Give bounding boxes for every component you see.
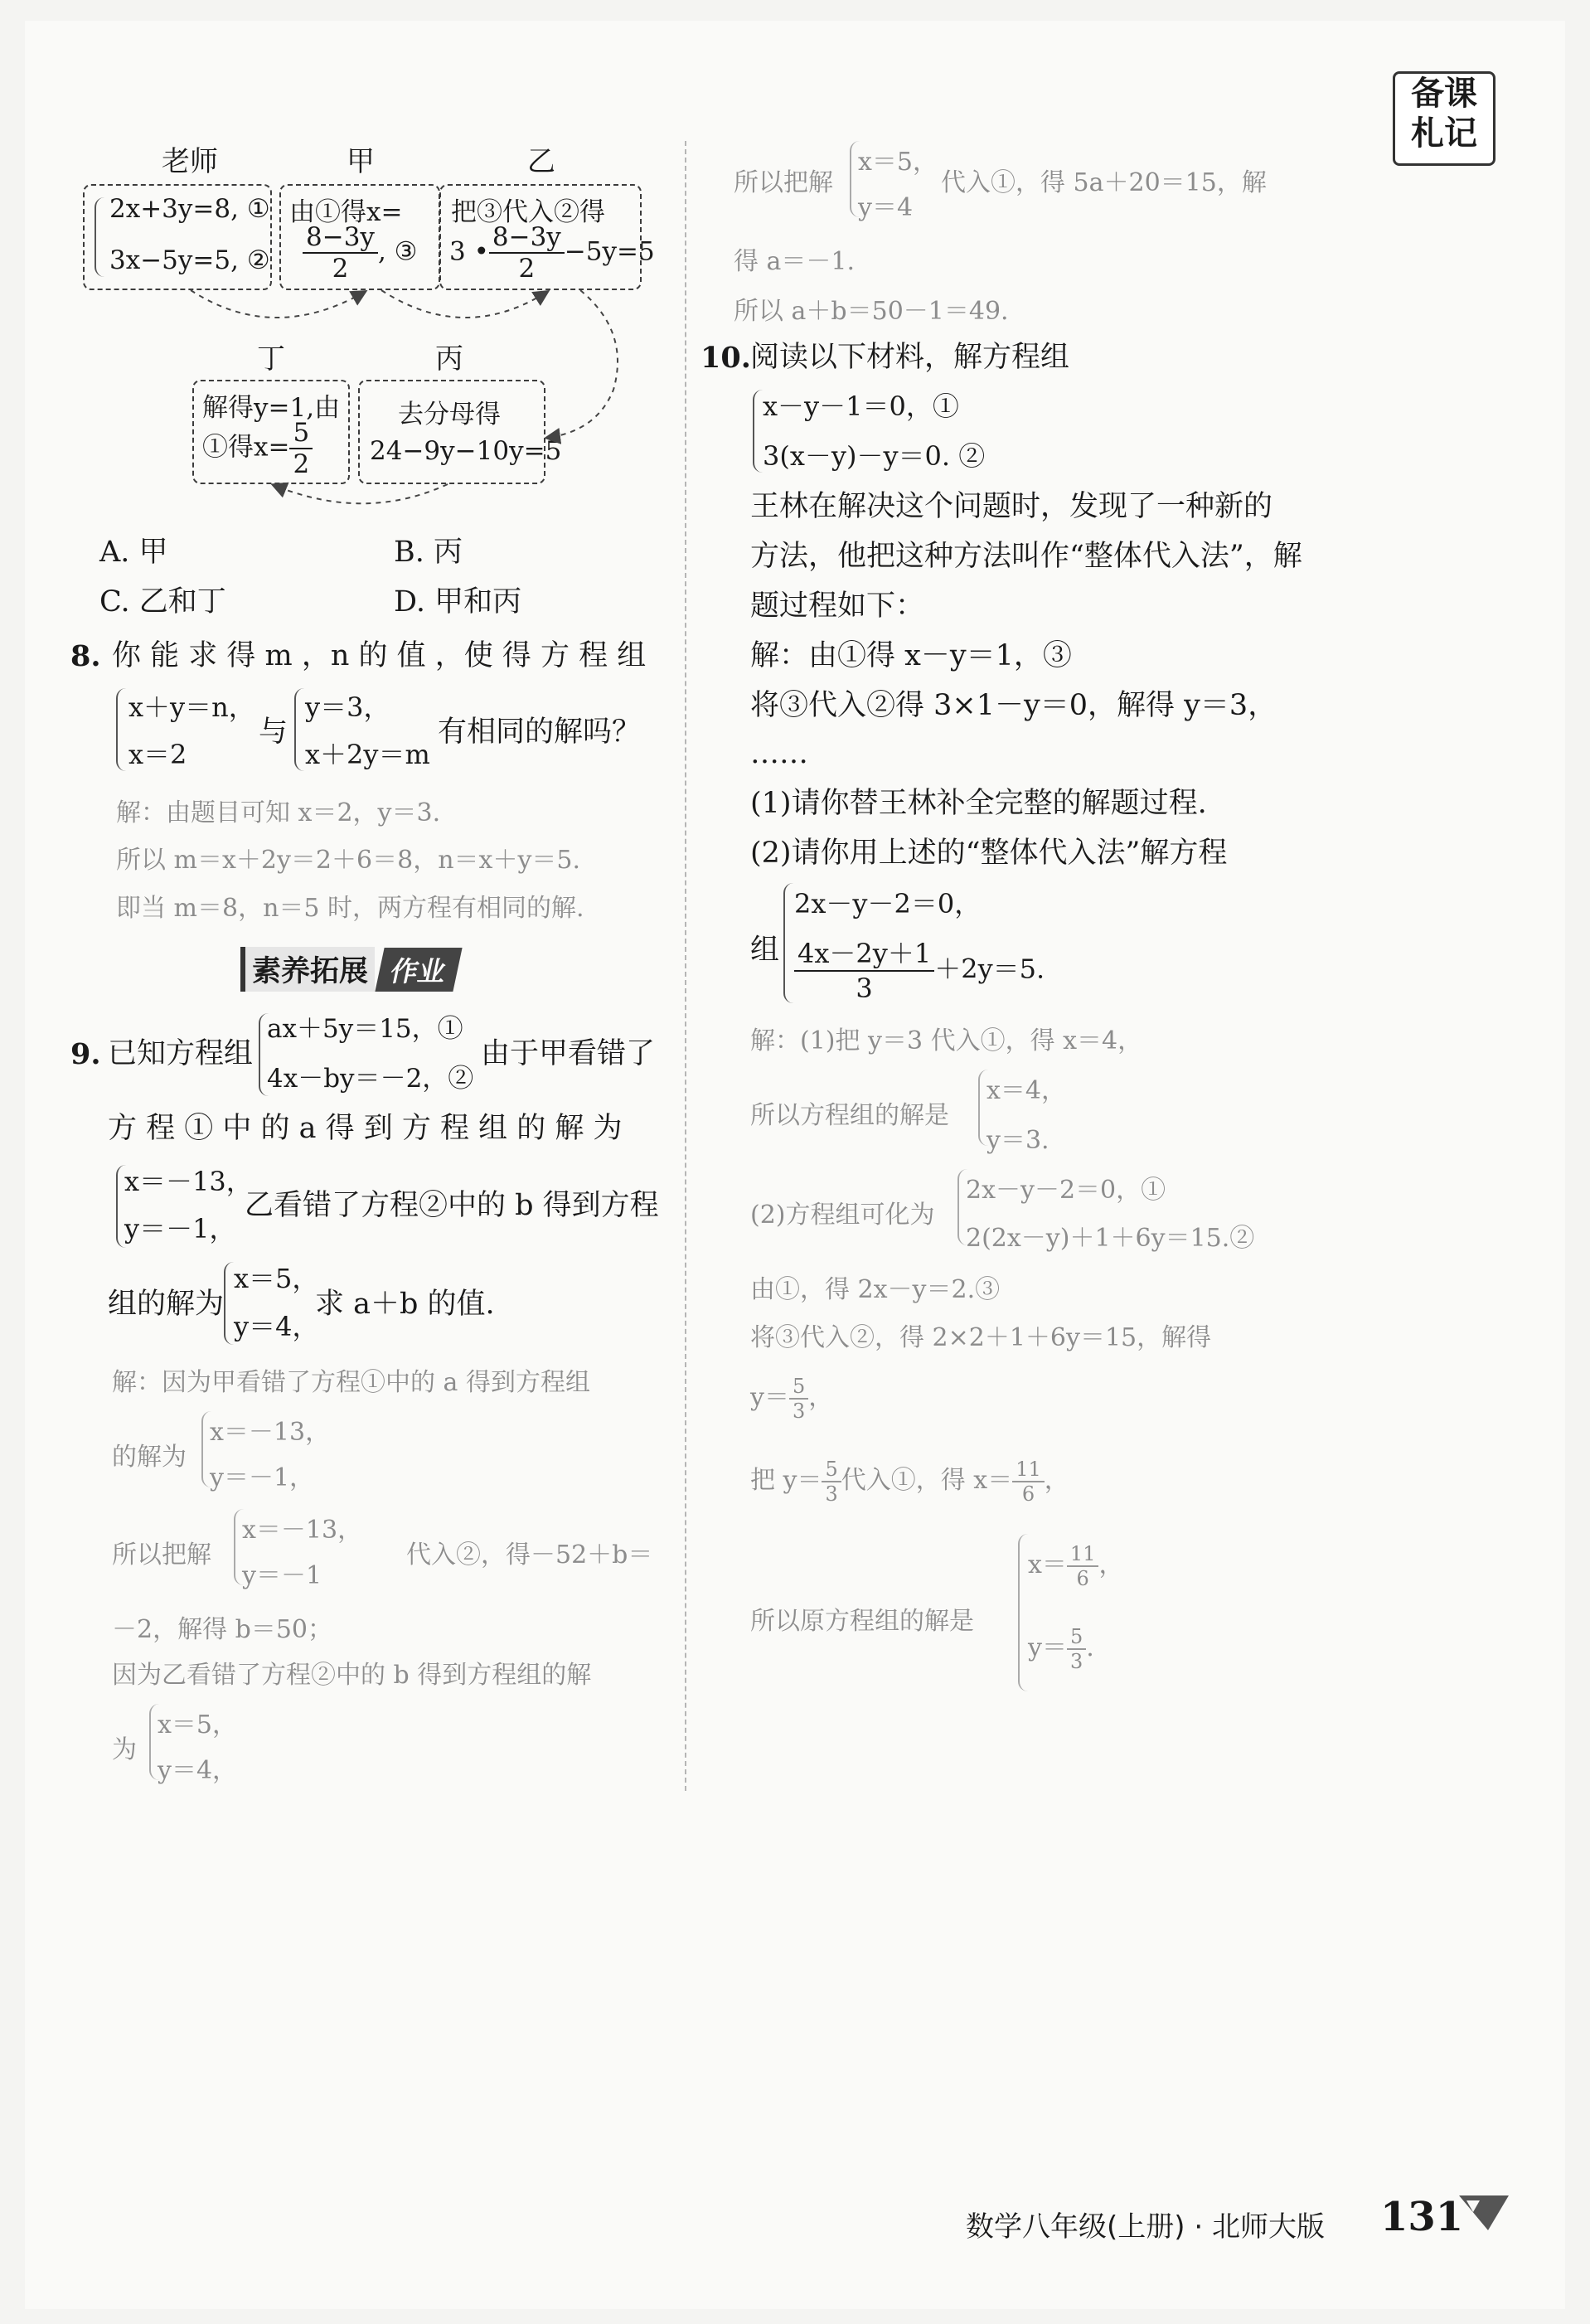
- jia-tail: , ③: [377, 236, 418, 267]
- q10-p9a: 组: [750, 934, 780, 967]
- q10-p5: 将③代入②得 3×1－y＝0，解得 y＝3，: [750, 689, 1277, 722]
- q10-sol6-post: ，: [808, 1383, 834, 1412]
- q8-sys2-eq2: x＋2y＝m: [305, 739, 430, 770]
- section-tag: 作业: [375, 948, 462, 992]
- arrow-jia-to-yi: [381, 290, 547, 318]
- q10-p6: ……: [750, 737, 808, 770]
- q8-sys1-eq1: x＋y＝n，: [128, 691, 255, 723]
- jia-num: 8−3y: [303, 222, 378, 254]
- q9-ans6-eq2: y＝4，: [158, 1756, 238, 1785]
- q10-sol6-fraction: [789, 1375, 808, 1423]
- label-bing: 丙: [435, 342, 463, 376]
- yi-post: −5y=5: [564, 236, 655, 267]
- q8-sol2: 所以 m＝x＋2y＝2＋6＝8，n＝x＋y＝5.: [116, 846, 581, 875]
- jia-line1: 由①得x=: [289, 197, 403, 227]
- q10-sol8-xnum: 11: [1067, 1542, 1099, 1567]
- q9-ans6-eq1: x＝5，: [158, 1710, 238, 1739]
- q9-cont-1a: 所以把解: [734, 168, 833, 197]
- arrow-teacher-to-jia: [191, 290, 365, 318]
- ding-line1: 解得y=1,由: [202, 393, 341, 423]
- q10-p9-brace: [783, 883, 795, 1003]
- q10-sol7-fraction2: [1012, 1458, 1045, 1506]
- q10-sol8-y: y＝: [1028, 1633, 1067, 1662]
- q10-p9-tail: ＋2y＝5.: [934, 953, 1045, 985]
- q10-p1: 王林在解决这个问题时，发现了一种新的: [750, 490, 1273, 523]
- q9-intro: 已知方程组: [108, 1037, 254, 1070]
- q10-sol3-eq2: 2(2x－y)＋1＋6y＝15.②: [966, 1224, 1255, 1253]
- ding-pre: ①得x=: [202, 432, 290, 463]
- q9-line4a: 组的解为: [108, 1288, 225, 1321]
- label-teacher: 老师: [162, 145, 218, 178]
- q9-ans3-eq2: y＝－1: [242, 1561, 322, 1590]
- q9-cont-3: 所以 a＋b＝50－1＝49.: [734, 297, 1009, 326]
- q9-line2: 方 程 ① 中 的 a 得 到 方 程 组 的 解 为: [108, 1112, 623, 1145]
- q10-sol7-post: ，: [1044, 1466, 1069, 1495]
- yi-pre: 3 •: [449, 236, 489, 267]
- q8-sys2-eq1: y＝3，: [305, 691, 390, 723]
- q9-s2-brace: [224, 1262, 234, 1345]
- q10-p8: (2)请你用上述的“整体代入法”解方程: [750, 837, 1228, 870]
- q9-ans3a: 所以把解: [112, 1540, 211, 1570]
- q10-sol8-x: x＝: [1028, 1550, 1067, 1579]
- q10-sol2-eq2: y＝3.: [986, 1126, 1049, 1155]
- q9-ans3-eq1: x＝－13，: [242, 1516, 363, 1545]
- section-header: [240, 947, 458, 987]
- bing-line1: 去分母得: [398, 400, 501, 429]
- q10-sol7-fraction1: [822, 1458, 841, 1506]
- q8-sol1: 解：由题目可知 x＝2，y＝3.: [116, 798, 441, 827]
- corner-note-line2: 札记: [1411, 114, 1477, 153]
- yi-den: 2: [518, 254, 536, 284]
- q10-p9-den: 3: [856, 973, 873, 1004]
- q8-brace2: [294, 688, 304, 771]
- q7-option-d: D. 甲和丙: [394, 585, 522, 619]
- q9-cont-eq2: y＝4: [858, 193, 914, 222]
- q10-sol6-pre: y＝: [750, 1383, 789, 1412]
- footer-book-title: 数学八年级(上册) · 北师大版: [966, 2210, 1325, 2244]
- corner-note-box: [1393, 71, 1495, 166]
- q10-sol2a: 所以方程组的解是: [750, 1101, 949, 1130]
- q9-ans4: －2，解得 b＝50；: [112, 1615, 333, 1644]
- q10-sol8-xfraction: [1067, 1542, 1099, 1590]
- q9-number: 9.: [70, 1037, 101, 1071]
- q9-ans2: 的解为: [112, 1443, 187, 1472]
- yi-line1: 把③代入②得: [451, 197, 605, 227]
- q10-sol8-xpost: ，: [1098, 1550, 1124, 1579]
- teacher-eq1: 2x+3y=8, ①: [109, 194, 270, 224]
- ding-num: 5: [289, 418, 313, 449]
- q7-option-a: A. 甲: [99, 536, 168, 569]
- q7-option-c: C. 乙和丁: [99, 585, 226, 619]
- q10-sol7-den1: 3: [825, 1482, 838, 1506]
- q10-sol6-num: 5: [789, 1375, 808, 1400]
- q9-line3: 乙看错了方程②中的 b 得到方程: [245, 1189, 659, 1222]
- flow-arrows: [0, 0, 746, 547]
- q8-number: 8.: [70, 639, 101, 673]
- q10-eq2: 3(x－y)－y＝0. ②: [763, 440, 986, 472]
- q9-line4b: 求 a＋b 的值.: [315, 1288, 495, 1321]
- q10-sol7-den2: 6: [1021, 1482, 1035, 1506]
- q10-sol8a: 所以原方程组的解是: [750, 1607, 974, 1636]
- footer-page-number: 131: [1380, 2194, 1464, 2240]
- q9-ans3b: 代入②，得－52＋b＝: [406, 1540, 653, 1570]
- label-yi: 乙: [527, 145, 555, 178]
- ding-den: 2: [293, 449, 310, 479]
- q9-s2-eq2: y＝4，: [234, 1311, 319, 1342]
- q8-mid: 与: [259, 716, 288, 749]
- q10-sol7-num2: 11: [1012, 1458, 1045, 1482]
- q10-sol8-xden: 6: [1076, 1567, 1089, 1590]
- q10-sol3-eq1: 2x－y－2＝0，①: [966, 1176, 1166, 1205]
- q8-sol3: 即当 m＝8，n＝5 时，两方程有相同的解.: [116, 894, 584, 923]
- q9-ans2-eq2: y＝－1，: [210, 1463, 315, 1492]
- q8-sys1-eq2: x＝2: [128, 739, 187, 770]
- q10-p7: (1)请你替王林补全完整的解题过程.: [750, 787, 1207, 820]
- q10-sol8-ypost: .: [1086, 1633, 1094, 1662]
- q10-sol1: 解：(1)把 y＝3 代入①，得 x＝4，: [750, 1026, 1143, 1055]
- q9-s1-eq1: x＝－13，: [124, 1166, 253, 1197]
- section-title: 素养拓展: [240, 947, 375, 992]
- q9-after: 由于甲看错了: [481, 1037, 656, 1070]
- label-ding: 丁: [257, 342, 285, 376]
- q10-brace: [753, 390, 763, 473]
- yi-num: 8−3y: [489, 222, 565, 254]
- q9-s2-eq1: x＝5，: [234, 1263, 319, 1294]
- q9-eq2: 4x－by＝－2，②: [267, 1064, 474, 1094]
- q9-s1-eq2: y＝－1，: [124, 1213, 236, 1244]
- q10-p4: 解：由①得 x－y＝1，③: [750, 639, 1072, 672]
- q10-sol4: 由①，得 2x－y＝2.③: [750, 1275, 1001, 1304]
- q10-eq1: x－y－1＝0，①: [763, 391, 959, 422]
- q10-sol8-yfraction: [1067, 1625, 1086, 1673]
- teacher-eq2: 3x−5y=5, ②: [109, 245, 270, 275]
- q10-p9-num: 4x－2y＋1: [794, 937, 934, 972]
- q9-ans6: 为: [112, 1735, 137, 1764]
- q10-p3: 题过程如下：: [750, 589, 925, 623]
- q10-sol2-eq1: x＝4，: [986, 1076, 1067, 1105]
- q10-p9-eq1: 2x－y－2＝0，: [794, 888, 982, 919]
- q9-cont-2: 得 a＝－1.: [734, 247, 856, 276]
- q10-sol7-mid: 代入①，得 x＝: [841, 1466, 1013, 1495]
- q10-sol7-pre: 把 y＝: [750, 1466, 822, 1495]
- q10-sol5: 将③代入②，得 2×2＋1＋6y＝15，解得: [750, 1323, 1212, 1352]
- q8-tail: 有相同的解吗？: [438, 716, 642, 749]
- q8-text: 你 能 求 得 m ，n 的 值 ，使 得 方 程 组: [112, 639, 647, 672]
- q10-intro: 阅读以下材料，解方程组: [750, 341, 1070, 374]
- jia-den: 2: [332, 254, 349, 284]
- q9-cont-1b: 代入①，得 5a＋20＝15，解: [941, 168, 1267, 197]
- q7-option-b: B. 丙: [394, 536, 463, 569]
- q10-sol8-yden: 3: [1069, 1650, 1083, 1673]
- footer-corner-ornament-icon: [1455, 2189, 1513, 2239]
- q10-sol6-den: 3: [792, 1400, 806, 1423]
- arrow-yi-to-bing: [547, 290, 618, 438]
- q9-ans5: 因为乙看错了方程②中的 b 得到方程组的解: [112, 1661, 592, 1690]
- q10-sol7-num1: 5: [822, 1458, 841, 1482]
- q9-ans1: 解：因为甲看错了方程①中的 a 得到方程组: [112, 1368, 590, 1397]
- q10-sol8-ynum: 5: [1067, 1625, 1086, 1650]
- q9-cont-eq1: x＝5，: [858, 148, 938, 177]
- q9-eq1: ax＋5y＝15，①: [267, 1014, 463, 1044]
- q8-brace1: [116, 688, 126, 771]
- corner-note-line1: 备课: [1411, 74, 1477, 113]
- bing-line2: 24−9y−10y=5: [370, 436, 562, 466]
- q10-sol3a: (2)方程组可化为: [750, 1201, 935, 1230]
- q9-ans2-eq1: x＝－13，: [210, 1418, 331, 1447]
- q10-p2: 方法，他把这种方法叫作“整体代入法”，解: [750, 540, 1302, 573]
- arrow-bing-to-ding: [274, 484, 448, 503]
- label-jia: 甲: [347, 145, 375, 178]
- q10-p9-fraction: [794, 937, 934, 1005]
- q10-number: 10.: [700, 341, 751, 375]
